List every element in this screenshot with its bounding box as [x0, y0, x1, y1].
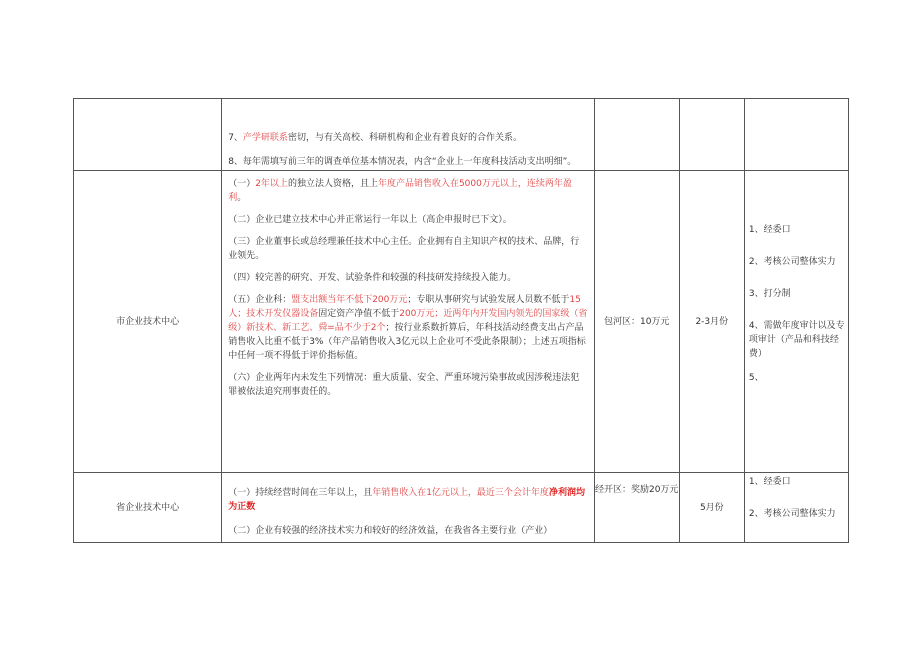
requirement-8: 8、每年需填写前三年的调查单位基本情况表，内含“企业上一年度科技活动支出明细”。	[228, 157, 577, 167]
note-item: 5、	[748, 373, 764, 383]
month-cell	[679, 171, 744, 473]
table-row	[74, 99, 849, 171]
requirement-2: （二）企业已建立技术中心并正常运行一年以上（高企申报时已下文）。	[228, 215, 512, 225]
note-item: 3、打分制	[748, 289, 791, 299]
note-item: 2、考核公司整体实力	[748, 509, 836, 519]
requirement-2: （二）企业有较强的经济技术实力和较好的经济效益，在我省各主要行业（产业）	[228, 526, 553, 536]
name-cell	[74, 99, 222, 171]
requirement-1: （一）持续经营时间在三年以上，且年销售收入在1亿元以上，最近三个会计年度净利润均为正数	[228, 488, 585, 512]
note-item: 4、需做年度审计以及专项审计（产品和科技经费）	[748, 321, 845, 359]
notes-cell	[744, 99, 848, 171]
note-item: 1、经委口	[748, 477, 791, 487]
requirements-cell	[222, 99, 594, 171]
reward-value: 包河区：10万元	[603, 316, 670, 327]
note-item: 1、经委口	[748, 225, 791, 235]
requirements-cell	[222, 473, 594, 543]
center-name: 市企业技术中心	[74, 171, 222, 473]
requirement-3: （三）企业董事长或总经理兼任技术中心主任。企业拥有自主知识产权的技术、品牌，行业领先。	[228, 237, 580, 261]
month-value: 5月份	[699, 503, 724, 513]
month-cell	[679, 473, 744, 543]
notes-cell	[744, 473, 848, 543]
notes-cell	[744, 171, 848, 473]
requirement-1: （一）2年以上的独立法人资格，且上年度产品销售收入在5000万元以上，连续两年盈利。	[228, 179, 572, 203]
reward-value: 经开区：奖励20万元	[594, 485, 679, 495]
note-item: 2、考核公司整体实力	[748, 257, 836, 267]
requirements-cell	[222, 171, 594, 473]
requirement-5: （五）企业科：盟支出额当年不低下200万元；专职从事研究与试验发展人员数不低于15人；技术开发仪器设备固定资产净值不低于200万元；近两年内开发国内领先的国家级（省级）新技术、新工艺、舜=品不少于2个；按行业系数折算后，年科技活动经费支出占产品销售收入比重不低于3%（年产品销售收入3亿元以上企业可不受此条限制）；上述五项指标中任何一项不得低于评价指标值。	[228, 295, 588, 361]
reward-cell	[594, 171, 679, 473]
requirement-4: （四）较完善的研究、开发、试验条件和较强的科技研发持续投入能力。	[228, 273, 517, 283]
reward-cell	[594, 473, 679, 543]
requirement-6: （六）企业两年内未发生下列情况：重大质量、安全、严重环境污染事故或因涉税违法犯罪被依法追究刑事责任的。	[228, 373, 580, 397]
requirement-7: 7、产学研联系密切，与有关高校、科研机构和企业有着良好的合作关系。	[228, 133, 522, 143]
table-row	[74, 171, 849, 473]
table-row	[74, 473, 849, 543]
month-value: 2-3月份	[695, 316, 729, 327]
requirements-table	[73, 98, 849, 543]
reward-cell	[594, 99, 679, 171]
month-cell	[679, 99, 744, 171]
center-name: 省企业技术中心	[74, 473, 222, 543]
